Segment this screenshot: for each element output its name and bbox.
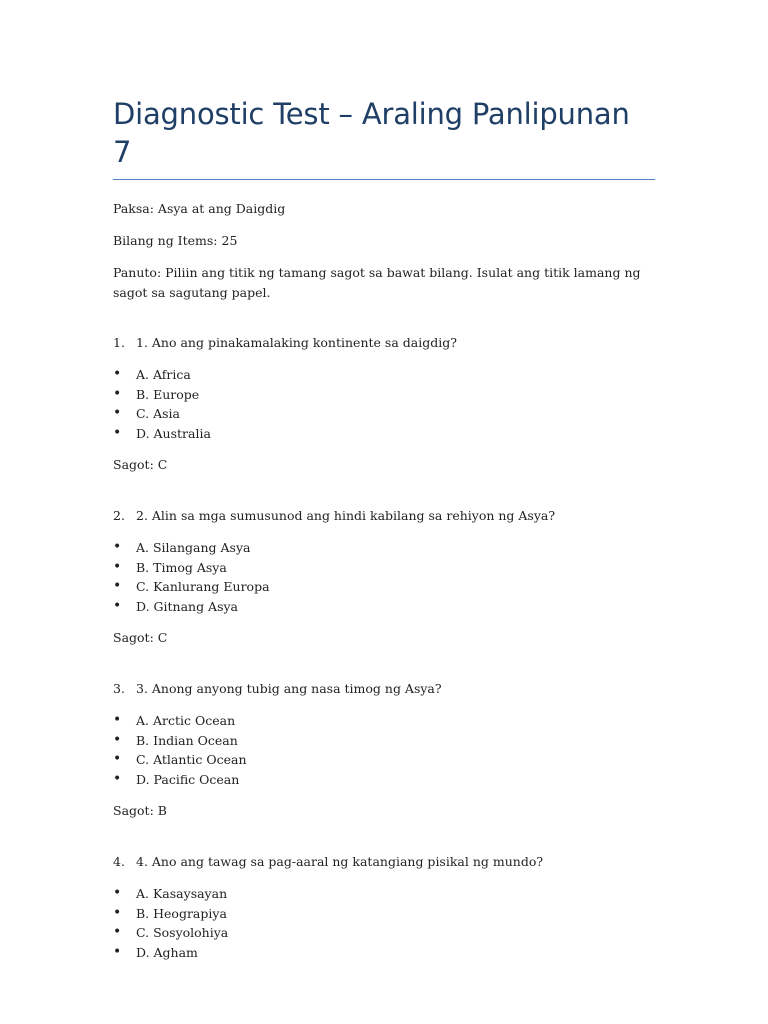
choice-list bbox=[113, 538, 655, 616]
question-4 bbox=[113, 852, 655, 962]
choice-item bbox=[113, 365, 655, 385]
choice-item bbox=[113, 577, 655, 597]
choice-text: B. Europe bbox=[136, 386, 200, 402]
bullet-icon: • bbox=[113, 751, 122, 767]
question-text: 1. Ano ang pinakamalaking kontinente sa daigdig? bbox=[136, 335, 457, 350]
bullet-icon: • bbox=[113, 539, 122, 555]
choice-item bbox=[113, 404, 655, 424]
choice-text: D. Pacific Ocean bbox=[136, 771, 240, 787]
item-count-line: Bilang ng Items: 25 bbox=[113, 233, 238, 248]
choice-text: A. Silangang Asya bbox=[136, 540, 251, 555]
question-number: 1. bbox=[113, 335, 125, 350]
bullet-icon: • bbox=[113, 578, 122, 594]
choice-item bbox=[113, 904, 655, 924]
choice-item bbox=[113, 558, 655, 578]
bullet-icon: • bbox=[113, 712, 122, 728]
choice-text: A. Arctic Ocean bbox=[136, 713, 236, 728]
choice-item bbox=[113, 943, 655, 963]
bullet-icon: • bbox=[113, 731, 122, 748]
choice-item bbox=[113, 770, 655, 790]
choice-text: C. Kanlurang Europa bbox=[136, 579, 270, 594]
choice-text: A. Kasaysayan bbox=[136, 886, 228, 901]
topic-line: Paksa: Asya at ang Daigdig bbox=[113, 201, 286, 216]
choice-text: D. Gitnang Asya bbox=[136, 598, 239, 614]
answer-line: Sagot: C bbox=[113, 630, 168, 645]
question-number: 4. bbox=[113, 854, 125, 869]
choice-text: B. Heograpiya bbox=[136, 905, 227, 921]
choice-text: C. Sosyolohiya bbox=[136, 925, 229, 940]
choice-item bbox=[113, 385, 655, 405]
bullet-icon: • bbox=[113, 405, 122, 421]
bullet-icon: • bbox=[113, 904, 122, 921]
question-2 bbox=[113, 506, 655, 648]
choice-item bbox=[113, 711, 655, 731]
choice-list bbox=[113, 365, 655, 443]
choice-item bbox=[113, 923, 655, 943]
choice-text: B. Timog Asya bbox=[136, 559, 227, 575]
bullet-icon: • bbox=[113, 558, 122, 575]
choice-text: D. Australia bbox=[136, 425, 211, 441]
question-text: 2. Alin sa mga sumusunod ang hindi kabilang sa rehiyon ng Asya? bbox=[136, 508, 556, 523]
bullet-icon: • bbox=[113, 943, 122, 960]
choice-item bbox=[113, 538, 655, 558]
page-title: Diagnostic Test – Araling Panlipunan 7 bbox=[113, 95, 655, 180]
bullet-icon: • bbox=[113, 424, 122, 441]
bullet-icon: • bbox=[113, 597, 122, 614]
choice-list bbox=[113, 884, 655, 962]
answer-line: Sagot: C bbox=[113, 457, 168, 472]
bullet-icon: • bbox=[113, 366, 122, 382]
choice-item bbox=[113, 884, 655, 904]
bullet-icon: • bbox=[113, 770, 122, 787]
choice-item bbox=[113, 424, 655, 444]
question-text: 3. Anong anyong tubig ang nasa timog ng Asya? bbox=[136, 681, 442, 696]
document-page bbox=[113, 95, 655, 962]
choice-text: B. Indian Ocean bbox=[136, 732, 238, 748]
instructions-paragraph: Panuto: Piliin ang titik ng tamang sagot sa bawat bilang. Isulat ang titik lamang ng sagot sa sagutang papel. bbox=[113, 265, 641, 300]
question-number: 3. bbox=[113, 681, 125, 696]
question-text: 4. Ano ang tawag sa pag-aaral ng katangiang pisikal ng mundo? bbox=[136, 854, 544, 869]
choice-list bbox=[113, 711, 655, 789]
choice-item bbox=[113, 750, 655, 770]
choice-text: D. Agham bbox=[136, 944, 198, 960]
question-number: 2. bbox=[113, 508, 125, 523]
bullet-icon: • bbox=[113, 885, 122, 901]
choice-text: A. Africa bbox=[136, 367, 191, 382]
question-1 bbox=[113, 333, 655, 475]
choice-item bbox=[113, 597, 655, 617]
answer-line: Sagot: B bbox=[113, 803, 167, 818]
choice-text: C. Asia bbox=[136, 406, 180, 421]
bullet-icon: • bbox=[113, 924, 122, 940]
choice-text: C. Atlantic Ocean bbox=[136, 752, 247, 767]
bullet-icon: • bbox=[113, 385, 122, 402]
question-3 bbox=[113, 679, 655, 821]
choice-item bbox=[113, 731, 655, 751]
